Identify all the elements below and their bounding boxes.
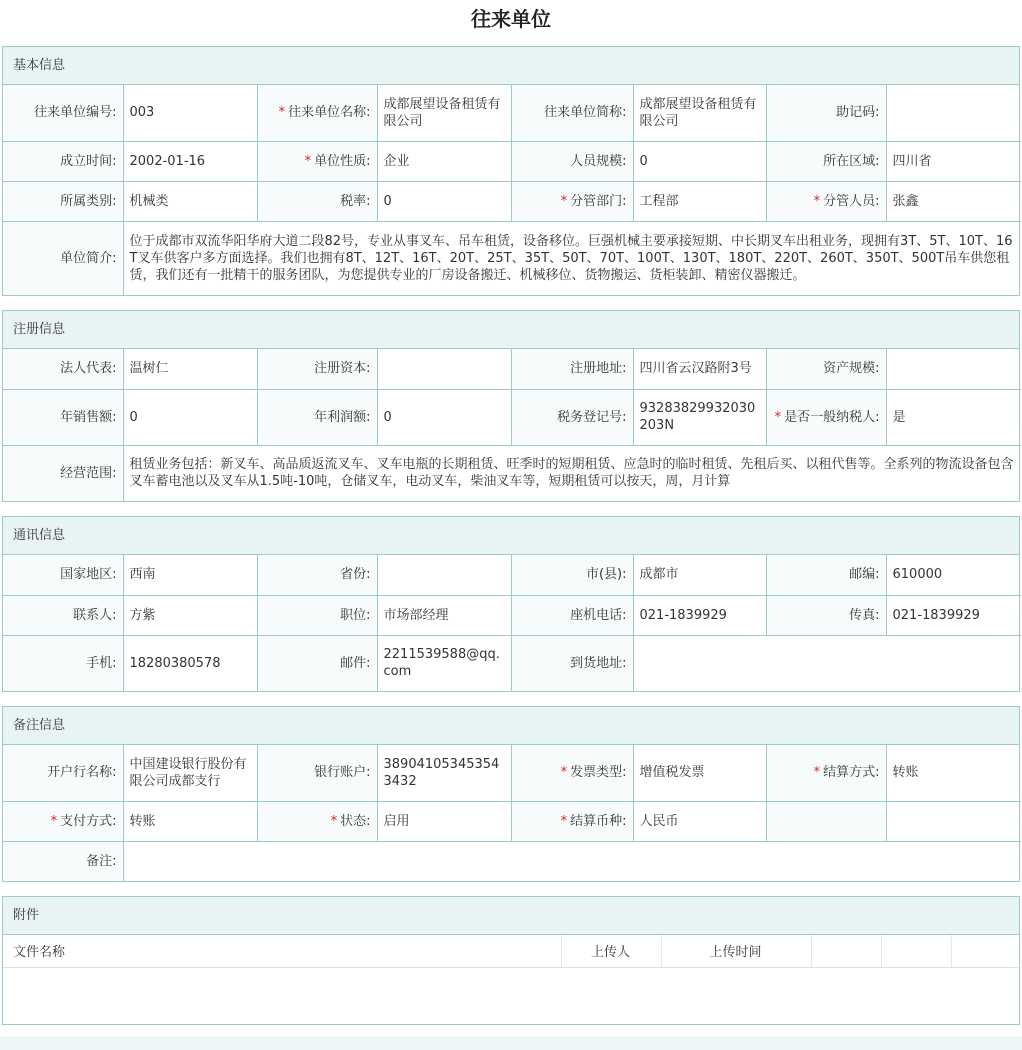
city-label: 市(县): [511, 555, 633, 595]
required-mark: * [813, 765, 821, 781]
manager-value: 张鑫 [886, 181, 1021, 221]
profit-value: 0 [377, 389, 511, 445]
legal-value: 温树仁 [123, 349, 257, 389]
manager-label: * 分管人员: [766, 181, 886, 221]
required-mark: * [50, 813, 58, 829]
tax-value: 0 [377, 181, 511, 221]
legal-label: 法人代表: [3, 349, 123, 389]
required-mark: * [560, 193, 568, 209]
taxno-label: 税务登记号: [511, 389, 633, 445]
uploader-header: 上传人 [561, 935, 661, 967]
attachments-list [3, 968, 1019, 1024]
sales-label: 年销售额: [3, 389, 123, 445]
empty-header [811, 935, 881, 967]
region-value: 四川省 [886, 141, 1021, 181]
scope-label: 经营范围: [3, 445, 123, 501]
settle-label: * 结算方式: [766, 745, 886, 801]
remark-info-header: 备注信息 [3, 707, 1019, 745]
upload-time-header: 上传时间 [661, 935, 811, 967]
phone-label: 座机电话: [511, 595, 633, 635]
remark-info-table [3, 745, 1021, 881]
address-label: 注册地址: [511, 349, 633, 389]
province-label: 省份: [257, 555, 377, 595]
contact-info-table [3, 555, 1021, 691]
currency-label: * 结算币种: [511, 801, 633, 841]
invoice-label: * 发票类型: [511, 745, 633, 801]
category-label: 所属类别: [3, 181, 123, 221]
short-label: 往来单位简称: [511, 85, 633, 141]
fax-value: 021-1839929 [886, 595, 1021, 635]
pay-label: * 支付方式: [3, 801, 123, 841]
assets-label: 资产规模: [766, 349, 886, 389]
name-value: 成都展望设备租赁有限公司 [377, 85, 511, 141]
account-value: 389041053453543432 [377, 745, 511, 801]
staff-value: 0 [633, 141, 766, 181]
dept-value: 工程部 [633, 181, 766, 221]
required-mark: * [560, 765, 568, 781]
mobile-value: 18280380578 [123, 635, 257, 691]
nature-label: * 单位性质: [257, 141, 377, 181]
person-label: 联系人: [3, 595, 123, 635]
required-mark: * [304, 153, 312, 169]
register-info-header: 注册信息 [3, 311, 1019, 349]
required-mark: * [560, 813, 568, 829]
required-mark: * [813, 193, 821, 209]
email-value: 2211539588@qq.com [377, 635, 511, 691]
country-value: 西南 [123, 555, 257, 595]
short-value: 成都展望设备租赁有限公司 [633, 85, 766, 141]
dept-label: * 分管部门: [511, 181, 633, 221]
empty-cell [886, 801, 1021, 841]
note-value [123, 841, 1021, 881]
phone-value: 021-1839929 [633, 595, 766, 635]
currency-value: 人民币 [633, 801, 766, 841]
basic-info-table [3, 85, 1021, 295]
register-info-table [3, 349, 1021, 501]
invoice-value: 增值税发票 [633, 745, 766, 801]
settle-value: 转账 [886, 745, 1021, 801]
fax-label: 传真: [766, 595, 886, 635]
founded-value: 2002-01-16 [123, 141, 257, 181]
capital-value [377, 349, 511, 389]
required-mark: * [774, 409, 782, 425]
address-value: 四川省云汉路附3号 [633, 349, 766, 389]
delivery-label: 到货地址: [511, 635, 633, 691]
intro-value: 位于成都市双流华阳华府大道二段82号，专业从事叉车、吊车租赁，设备移位。巨强机械主要承接短期、中长期叉车出租业务，现拥有3T、5T、10T、16T叉车供客户多方面选择。我们也拥有8T、12T、16T、20T、25T、35T、50T、70T、100T、130T、180T、220T、260T、350T、500T吊车供您租赁，我们还有一批精干的服务团队，为您提供专业的厂房设备搬迁、机械移位、货物搬运、货柜装卸、精密仪器搬迁。 [129, 233, 1013, 283]
code-value: 003 [123, 85, 257, 141]
capital-label: 注册资本: [257, 349, 377, 389]
contact-info-header: 通讯信息 [3, 517, 1019, 555]
nature-value: 企业 [377, 141, 511, 181]
remark-info-section [2, 706, 1020, 882]
attachments-table [3, 935, 1021, 968]
required-mark: * [330, 813, 338, 829]
profit-label: 年利润额: [257, 389, 377, 445]
tax-label: 税率: [257, 181, 377, 221]
assets-value [886, 349, 1021, 389]
sales-value: 0 [123, 389, 257, 445]
empty-cell [766, 801, 886, 841]
country-label: 国家地区: [3, 555, 123, 595]
bank-label: 开户行名称: [3, 745, 123, 801]
email-label: 邮件: [257, 635, 377, 691]
mobile-label: 手机: [3, 635, 123, 691]
bank-value: 中国建设银行股份有限公司成都支行 [123, 745, 257, 801]
file-name-header: 文件名称 [3, 935, 561, 967]
note-label: 备注: [3, 841, 123, 881]
status-value: 启用 [377, 801, 511, 841]
intro-label: 单位简介: [3, 221, 123, 295]
required-mark: * [278, 105, 286, 121]
register-info-section [2, 310, 1020, 502]
status-label: * 状态: [257, 801, 377, 841]
basic-info-section [2, 46, 1020, 296]
account-label: 银行账户: [257, 745, 377, 801]
basic-info-header: 基本信息 [3, 47, 1019, 85]
empty-header [951, 935, 1021, 967]
delivery-value [633, 635, 1021, 691]
attachments-header: 附件 [3, 897, 1019, 935]
empty-header [881, 935, 951, 967]
mnemonic-label: 助记码: [766, 85, 886, 141]
position-label: 职位: [257, 595, 377, 635]
scope-value: 租赁业务包括：新叉车、高品质返流叉车、叉车电瓶的长期租赁、旺季时的短期租赁、应急时的临时租赁、先租后买、以租代售等。全系列的物流设备包含叉车蓄电池以及叉车从1.5吨-10吨，仓储叉车，电动叉车，柴油叉车等，短期租赁可以按天，周，月计算 [129, 457, 1014, 490]
region-label: 所在区域: [766, 141, 886, 181]
attachments-section [2, 896, 1020, 1025]
staff-label: 人员规模: [511, 141, 633, 181]
founded-label: 成立时间: [3, 141, 123, 181]
page-title: 往来单位 [471, 7, 551, 31]
name-label: * 往来单位名称: [257, 85, 377, 141]
zip-label: 邮编: [766, 555, 886, 595]
person-value: 方紫 [123, 595, 257, 635]
city-value: 成都市 [633, 555, 766, 595]
contact-info-section [2, 516, 1020, 692]
pay-value: 转账 [123, 801, 257, 841]
taxno-value: 93283829932030203N [633, 389, 766, 445]
mnemonic-value [886, 85, 1021, 141]
position-value: 市场部经理 [377, 595, 511, 635]
zip-value: 610000 [886, 555, 1021, 595]
general-taxpayer-value: 是 [886, 389, 1021, 445]
category-value: 机械类 [123, 181, 257, 221]
province-value [377, 555, 511, 595]
code-label: 往来单位编号: [3, 85, 123, 141]
general-taxpayer-label: * 是否一般纳税人: [766, 389, 886, 445]
